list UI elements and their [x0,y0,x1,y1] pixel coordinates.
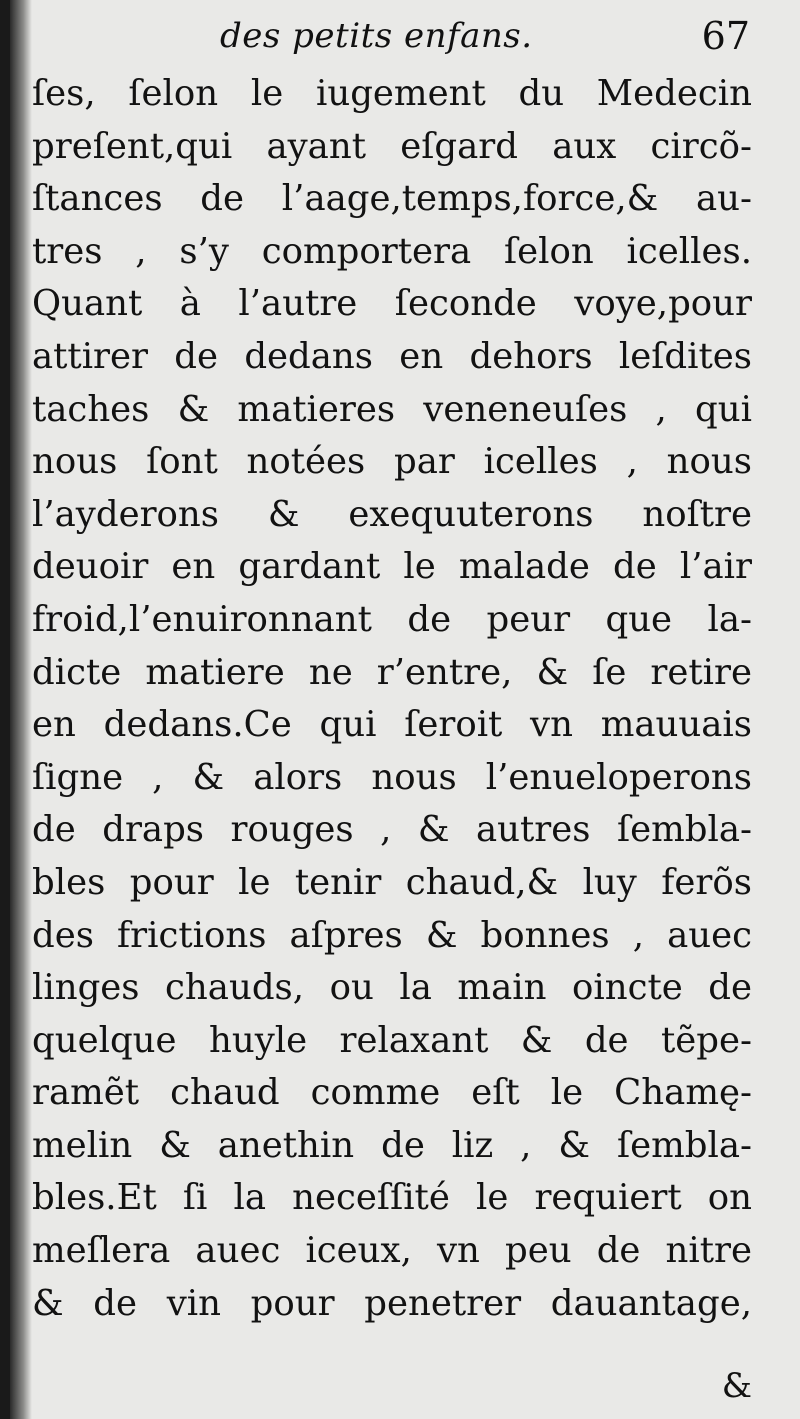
text-line: Quant à l’autre ſeconde voye,pour [32,283,752,325]
text-line: tres , s’y comportera ſelon icelles. [32,230,752,272]
text-line: des frictions aſpres & bonnes , auec [32,914,752,956]
text-line: deuoir en gardant le malade de l’air [32,546,752,588]
page-gutter-shadow [10,0,32,1419]
body-text [32,68,752,1330]
running-title: des petits enfans. [220,16,533,56]
book-page [10,0,800,1419]
running-head [220,14,750,64]
text-line: attirer de dedans en dehors leſdites [32,335,752,377]
text-line: linges chauds, ou la main oincte de [32,967,752,1009]
text-line: taches & matieres veneneuſes , qui [32,388,752,430]
text-line: bles.Et ſi la neceſſité le requiert on [32,1177,752,1219]
text-line: ſtances de l’aage,temps,force,& au- [32,178,752,220]
text-line: ramẽt chaud comme eſt le Chamę- [32,1072,752,1114]
text-line: melin & anethin de liz , & ſembla- [32,1124,752,1166]
text-line: ſigne , & alors nous l’enueloperons [32,756,752,798]
text-line: de draps rouges , & autres ſembla- [32,809,752,851]
text-line: en dedans.Ce qui ſeroit vn mauuais [32,704,752,746]
text-line: & de vin pour penetrer dauantage, [32,1282,752,1324]
text-line: nous ſont notées par icelles , nous [32,441,752,483]
catchword: & [721,1366,752,1406]
text-line: ſes, ſelon le iugement du Medecin [32,73,752,114]
text-line: bles pour le tenir chaud,& luy ferõs [32,861,752,903]
text-line: meſlera auec iceux, vn peu de nitre [32,1230,752,1272]
text-line: froid,l’enuironnant de peur que la- [32,598,752,640]
page-number: 67 [701,14,750,58]
text-line: dicte matiere ne r’entre, & ſe retire [32,651,752,693]
text-line: l’ayderons & exequuterons noſtre [32,493,752,535]
text-line: preſent,qui ayant eſgard aux circõ- [32,125,752,167]
text-line: quelque huyle relaxant & de tẽpe- [32,1019,752,1061]
